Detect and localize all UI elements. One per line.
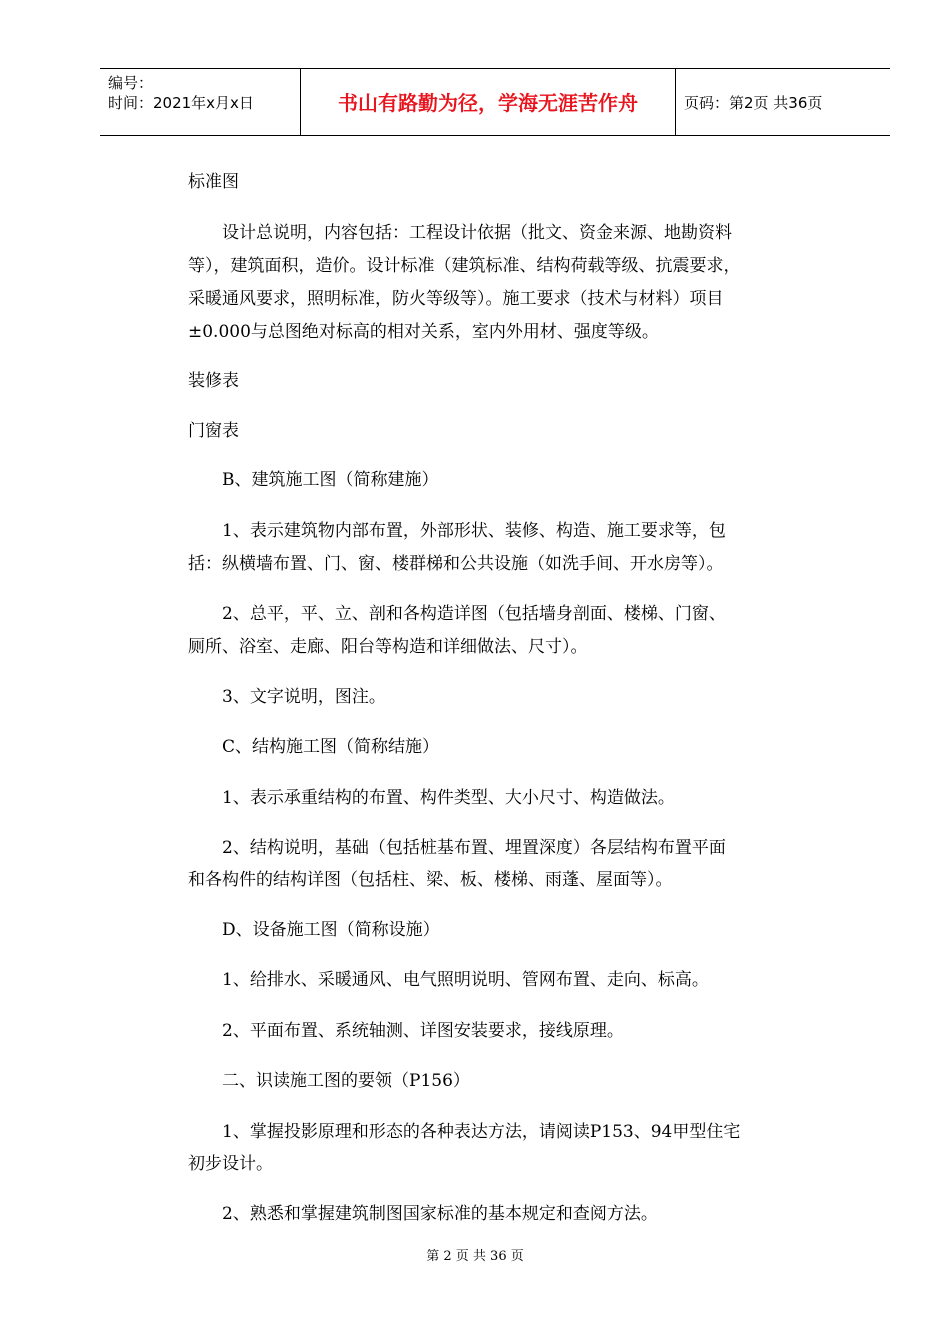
page-footer: 第 2 页 共 36 页: [426, 1249, 524, 1264]
section-heading: 装修表: [188, 371, 239, 391]
paragraph-line: 1、表示建筑物内部布置，外部形状、装修、构造、施工要求等，包: [222, 521, 726, 541]
section-heading: D、设备施工图（简称设施）: [222, 920, 440, 940]
header-divider: [675, 69, 676, 135]
section-heading: C、结构施工图（简称结施）: [222, 737, 440, 757]
paragraph-line: 设计总说明，内容包括：工程设计依据（批文、资金来源、地勘资料: [222, 223, 732, 243]
paragraph-line: 2、结构说明，基础（包括桩基布置、埋置深度）各层结构布置平面: [222, 838, 726, 858]
paragraph-line: 2、平面布置、系统轴测、详图安装要求，接线原理。: [222, 1021, 624, 1041]
paragraph-line: 1、给排水、采暖通风、电气照明说明、管网布置、走向、标高。: [222, 970, 709, 990]
section-heading: 标准图: [188, 172, 239, 192]
header-meta: [108, 73, 254, 113]
paragraph-line: 3、文字说明，图注。: [222, 687, 386, 707]
page-header: [100, 68, 890, 136]
paragraph-line: 厕所、浴室、走廊、阳台等构造和详细做法、尺寸）。: [188, 637, 588, 657]
paragraph-line: 1、掌握投影原理和形态的各种表达方法，请阅读P153、94甲型住宅: [222, 1122, 741, 1142]
paragraph-line: 采暖通风要求，照明标准，防火等级等）。施工要求（技术与材料）项目: [188, 289, 724, 309]
paragraph-line: 括：纵横墙布置、门、窗、楼群梯和公共设施（如洗手间、开水房等）。: [188, 554, 724, 574]
paragraph-line: 1、表示承重结构的布置、构件类型、大小尺寸、构造做法。: [222, 788, 675, 808]
header-motto: 书山有路勤为径，学海无涯苦作舟: [338, 91, 638, 115]
section-heading: 门窗表: [188, 421, 239, 441]
date-label: 时间：2021年x月x日: [108, 94, 254, 112]
serial-label: 编号：: [108, 74, 154, 92]
paragraph-line: 2、熟悉和掌握建筑制图国家标准的基本规定和查阅方法。: [222, 1204, 658, 1224]
paragraph-line: ±0.000与总图绝对标高的相对关系，室内外用材、强度等级。: [188, 322, 659, 342]
section-heading: B、建筑施工图（简称建施）: [222, 470, 439, 490]
paragraph-line: 初步设计。: [188, 1154, 273, 1174]
paragraph-line: 和各构件的结构详图（包括柱、梁、板、楼梯、雨蓬、屋面等）。: [188, 870, 673, 890]
paragraph-line: 2、总平，平、立、剖和各构造详图（包括墙身剖面、楼梯、门窗、: [222, 604, 726, 624]
header-page-info: 页码：第2页 共36页: [684, 94, 823, 112]
paragraph-line: 等），建筑面积，造价。设计标准（建筑标准、结构荷载等级、抗震要求，: [188, 256, 741, 276]
section-heading: 二、识读施工图的要领（P156）: [222, 1071, 470, 1091]
